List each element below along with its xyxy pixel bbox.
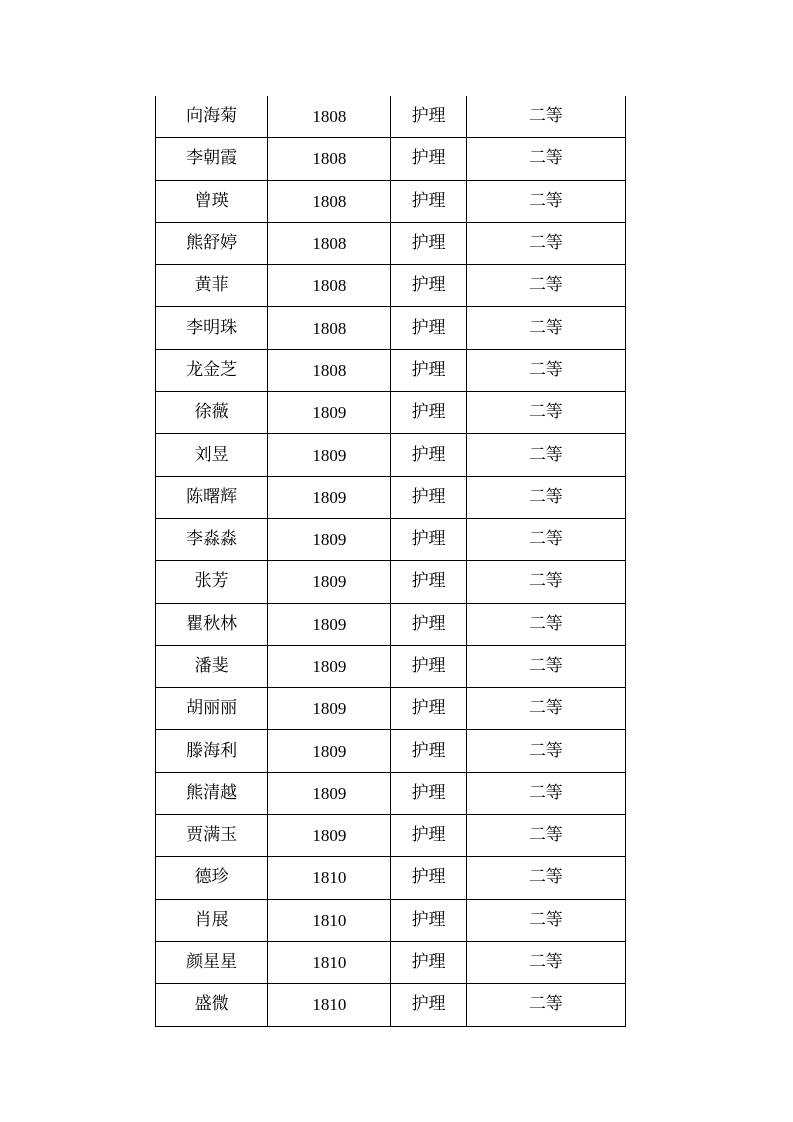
table-row <box>156 307 626 349</box>
cell-class-number: 1808 <box>268 180 391 222</box>
cell-student-name: 李明珠 <box>156 307 268 349</box>
award-table <box>155 96 626 1027</box>
cell-award-level: 二等 <box>466 730 625 772</box>
cell-award-level: 二等 <box>466 857 625 899</box>
table-row <box>156 899 626 941</box>
table-row <box>156 138 626 180</box>
cell-student-name: 盛微 <box>156 984 268 1026</box>
table-row <box>156 561 626 603</box>
cell-major: 护理 <box>391 138 466 180</box>
table-row <box>156 645 626 687</box>
table-row <box>156 857 626 899</box>
cell-class-number: 1809 <box>268 815 391 857</box>
cell-award-level: 二等 <box>466 180 625 222</box>
cell-major: 护理 <box>391 857 466 899</box>
cell-award-level: 二等 <box>466 899 625 941</box>
cell-student-name: 张芳 <box>156 561 268 603</box>
cell-student-name: 德珍 <box>156 857 268 899</box>
cell-major: 护理 <box>391 392 466 434</box>
table-row <box>156 815 626 857</box>
award-table-container <box>155 96 626 1027</box>
cell-student-name: 黄菲 <box>156 265 268 307</box>
cell-class-number: 1810 <box>268 899 391 941</box>
cell-major: 护理 <box>391 96 466 138</box>
cell-award-level: 二等 <box>466 349 625 391</box>
cell-class-number: 1809 <box>268 603 391 645</box>
table-row <box>156 349 626 391</box>
table-row <box>156 688 626 730</box>
cell-class-number: 1810 <box>268 857 391 899</box>
cell-class-number: 1808 <box>268 265 391 307</box>
cell-student-name: 李淼淼 <box>156 518 268 560</box>
cell-class-number: 1808 <box>268 96 391 138</box>
cell-student-name: 陈曙辉 <box>156 476 268 518</box>
cell-student-name: 胡丽丽 <box>156 688 268 730</box>
table-row <box>156 941 626 983</box>
cell-student-name: 李朝霞 <box>156 138 268 180</box>
cell-award-level: 二等 <box>466 434 625 476</box>
cell-award-level: 二等 <box>466 688 625 730</box>
cell-class-number: 1809 <box>268 645 391 687</box>
table-row <box>156 96 626 138</box>
cell-class-number: 1810 <box>268 984 391 1026</box>
table-row <box>156 518 626 560</box>
cell-student-name: 贾满玉 <box>156 815 268 857</box>
cell-major: 护理 <box>391 307 466 349</box>
cell-major: 护理 <box>391 518 466 560</box>
cell-student-name: 熊清越 <box>156 772 268 814</box>
cell-major: 护理 <box>391 984 466 1026</box>
cell-class-number: 1809 <box>268 772 391 814</box>
cell-award-level: 二等 <box>466 603 625 645</box>
cell-major: 护理 <box>391 645 466 687</box>
cell-major: 护理 <box>391 941 466 983</box>
cell-class-number: 1808 <box>268 138 391 180</box>
cell-award-level: 二等 <box>466 645 625 687</box>
cell-award-level: 二等 <box>466 941 625 983</box>
cell-major: 护理 <box>391 603 466 645</box>
cell-class-number: 1809 <box>268 476 391 518</box>
cell-major: 护理 <box>391 772 466 814</box>
table-row <box>156 730 626 772</box>
cell-major: 护理 <box>391 899 466 941</box>
table-row <box>156 434 626 476</box>
cell-class-number: 1809 <box>268 518 391 560</box>
cell-award-level: 二等 <box>466 561 625 603</box>
cell-student-name: 徐薇 <box>156 392 268 434</box>
cell-major: 护理 <box>391 222 466 264</box>
cell-student-name: 向海菊 <box>156 96 268 138</box>
cell-class-number: 1809 <box>268 392 391 434</box>
cell-class-number: 1809 <box>268 561 391 603</box>
cell-student-name: 肖展 <box>156 899 268 941</box>
cell-class-number: 1809 <box>268 730 391 772</box>
cell-class-number: 1808 <box>268 222 391 264</box>
cell-class-number: 1808 <box>268 307 391 349</box>
cell-major: 护理 <box>391 815 466 857</box>
table-row <box>156 265 626 307</box>
cell-award-level: 二等 <box>466 518 625 560</box>
cell-student-name: 刘昱 <box>156 434 268 476</box>
table-row <box>156 772 626 814</box>
cell-award-level: 二等 <box>466 307 625 349</box>
cell-award-level: 二等 <box>466 222 625 264</box>
cell-major: 护理 <box>391 349 466 391</box>
cell-class-number: 1810 <box>268 941 391 983</box>
cell-award-level: 二等 <box>466 392 625 434</box>
table-row <box>156 476 626 518</box>
cell-award-level: 二等 <box>466 138 625 180</box>
cell-award-level: 二等 <box>466 984 625 1026</box>
cell-class-number: 1809 <box>268 434 391 476</box>
cell-major: 护理 <box>391 730 466 772</box>
cell-award-level: 二等 <box>466 815 625 857</box>
cell-major: 护理 <box>391 434 466 476</box>
cell-award-level: 二等 <box>466 265 625 307</box>
table-row <box>156 603 626 645</box>
award-table-body <box>156 96 626 1026</box>
table-row <box>156 180 626 222</box>
cell-class-number: 1808 <box>268 349 391 391</box>
cell-award-level: 二等 <box>466 476 625 518</box>
cell-major: 护理 <box>391 688 466 730</box>
cell-class-number: 1809 <box>268 688 391 730</box>
cell-student-name: 龙金芝 <box>156 349 268 391</box>
cell-award-level: 二等 <box>466 96 625 138</box>
cell-student-name: 熊舒婷 <box>156 222 268 264</box>
cell-student-name: 颜星星 <box>156 941 268 983</box>
cell-student-name: 曾瑛 <box>156 180 268 222</box>
table-row <box>156 984 626 1026</box>
cell-major: 护理 <box>391 561 466 603</box>
cell-student-name: 瞿秋林 <box>156 603 268 645</box>
cell-major: 护理 <box>391 476 466 518</box>
cell-student-name: 潘斐 <box>156 645 268 687</box>
cell-student-name: 滕海利 <box>156 730 268 772</box>
cell-award-level: 二等 <box>466 772 625 814</box>
cell-major: 护理 <box>391 265 466 307</box>
table-row <box>156 392 626 434</box>
cell-major: 护理 <box>391 180 466 222</box>
table-row <box>156 222 626 264</box>
